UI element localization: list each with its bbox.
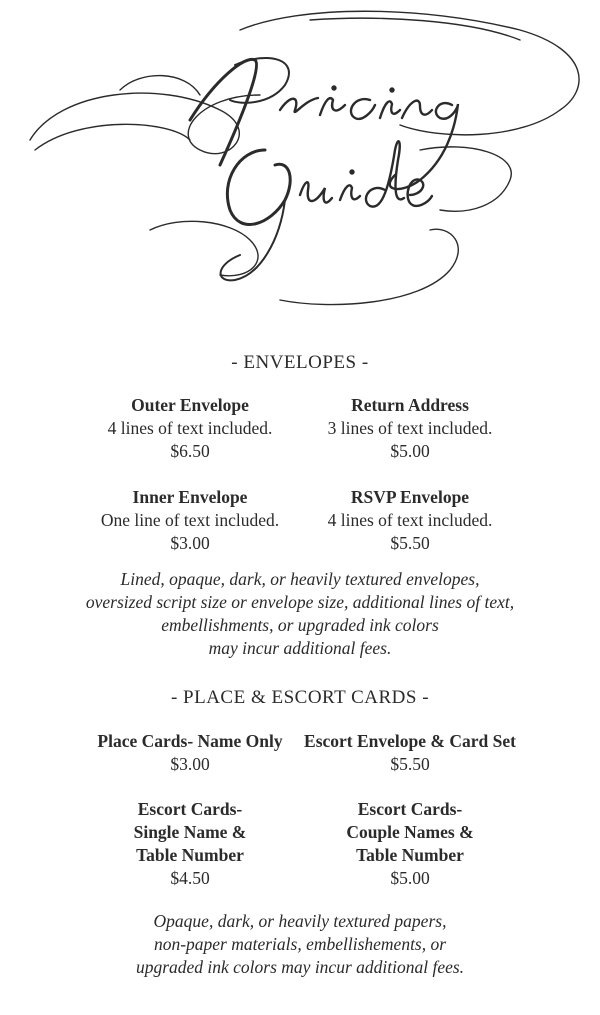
place-cards-item	[65, 730, 315, 776]
escort-couple-item	[285, 798, 535, 890]
escort-set-item	[285, 730, 535, 776]
item-title: Table Number	[136, 845, 244, 865]
escort-single-item	[65, 798, 315, 890]
item-price: $5.50	[390, 533, 430, 553]
cards-note	[0, 910, 600, 979]
item-title: Escort Cards-	[137, 799, 243, 819]
note-line: oversized script size or envelope size, additional lines of text,	[85, 592, 515, 612]
outer-envelope-item	[65, 394, 315, 463]
item-title: Place Cards- Name Only	[97, 731, 283, 751]
item-title: Escort Cards-	[357, 799, 463, 819]
item-desc: 4 lines of text included.	[327, 510, 493, 530]
item-price: $3.00	[170, 533, 210, 553]
item-title: Outer Envelope	[131, 395, 249, 415]
item-title: Single Name &	[133, 822, 247, 842]
item-title: Return Address	[351, 395, 469, 415]
inner-envelope-item	[65, 486, 315, 555]
item-price: $4.50	[170, 868, 210, 888]
note-line: non-paper materials, embellishements, or	[153, 934, 447, 954]
item-title: Inner Envelope	[132, 487, 248, 507]
envelopes-note	[0, 568, 600, 660]
note-line: upgraded ink colors may incur additional fees.	[135, 957, 465, 977]
return-address-item	[285, 394, 535, 463]
calligraphy-flourish	[0, 0, 600, 320]
note-line: Lined, opaque, dark, or heavily textured envelopes,	[120, 569, 480, 589]
envelopes-heading: - ENVELOPES -	[231, 352, 369, 373]
note-line: may incur additional fees.	[208, 638, 392, 658]
item-desc: One line of text included.	[100, 510, 280, 530]
item-price: $5.50	[390, 754, 430, 774]
item-desc: 4 lines of text included.	[107, 418, 273, 438]
pricing-guide-logo	[0, 0, 600, 320]
item-title: Table Number	[356, 845, 464, 865]
rsvp-envelope-item	[285, 486, 535, 555]
item-price: $5.00	[390, 868, 430, 888]
item-desc: 3 lines of text included.	[327, 418, 493, 438]
note-line: embellishments, or upgraded ink colors	[161, 615, 439, 635]
note-line: Opaque, dark, or heavily textured papers,	[153, 911, 447, 931]
item-price: $3.00	[170, 754, 210, 774]
item-title: Escort Envelope & Card Set	[304, 731, 516, 751]
cards-heading: - PLACE & ESCORT CARDS -	[170, 687, 430, 708]
item-price: $6.50	[170, 441, 210, 461]
item-title: RSVP Envelope	[350, 487, 470, 507]
item-title: Couple Names &	[346, 822, 474, 842]
item-price: $5.00	[390, 441, 430, 461]
